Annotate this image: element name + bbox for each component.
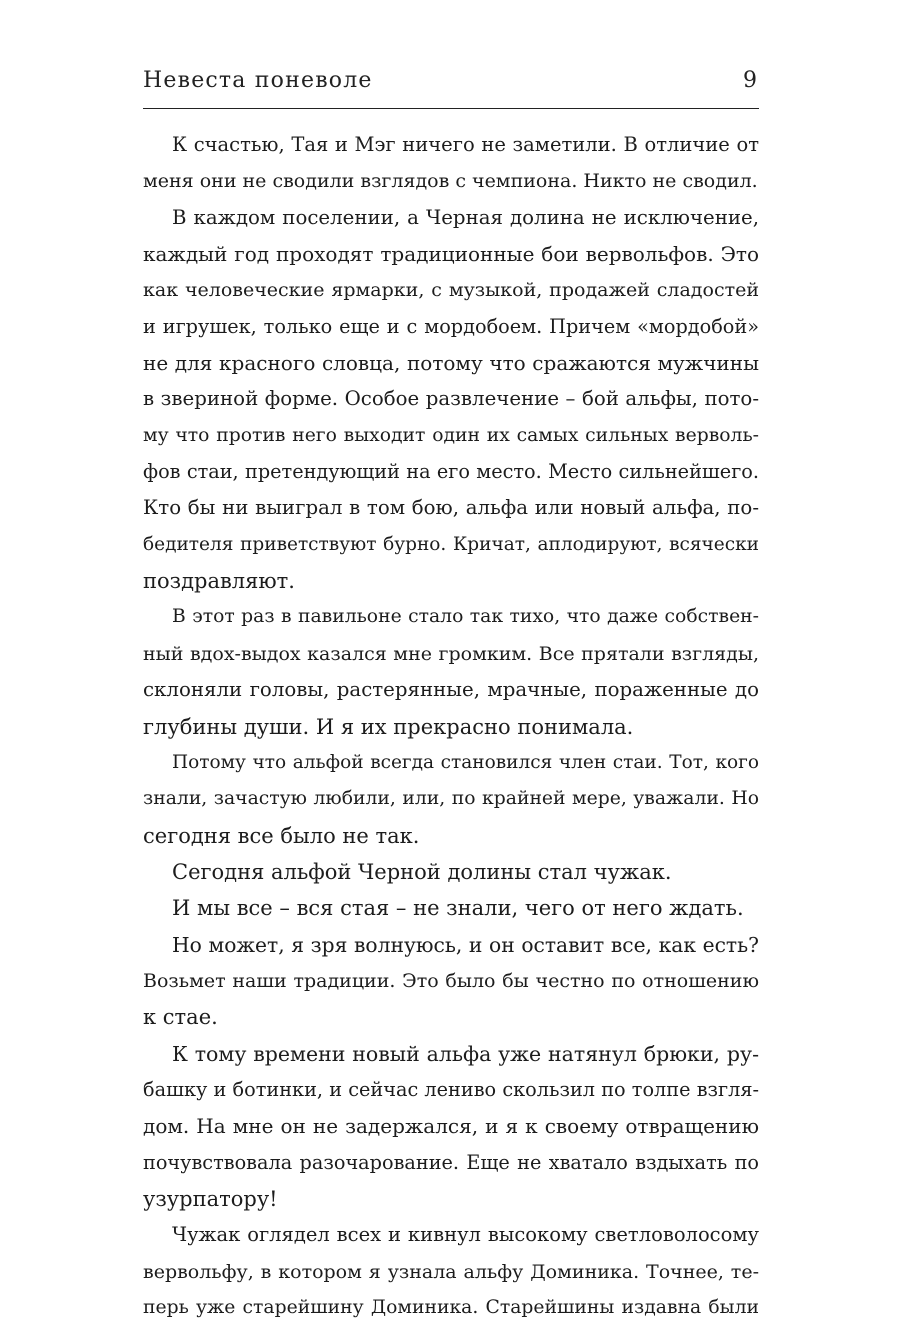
body-text [143, 127, 759, 1326]
text-line: перь уже старейшину Доминика. Старейшины издавна были [143, 1297, 759, 1318]
text-line: сегодня все было не так. [143, 823, 420, 848]
text-line: И мы все – вся стая – не знали, чего от него ждать. [172, 896, 744, 921]
text-line: склоняли головы, растерянные, мрачные, пораженные до [143, 678, 759, 702]
text-line: к стае. [143, 1005, 218, 1030]
text-line: фов стаи, претендующий на его место. Место сильнейшего. [143, 460, 759, 484]
text-line: В этот раз в павильоне стало так тихо, что даже собствен- [172, 606, 759, 628]
text-line: Чужак оглядел всех и кивнул высокому светловолосому [172, 1223, 759, 1247]
text-line: дом. На мне он не задержался, и я к своему отвращению [143, 1114, 759, 1139]
text-line: Сегодня альфой Черной долины стал чужак. [172, 859, 672, 884]
text-line: В каждом поселении, а Черная долина не исключение, [172, 205, 759, 229]
text-line: узурпатору! [143, 1186, 278, 1211]
text-line: каждый год проходят традиционные бои вервольфов. Это [143, 242, 759, 267]
running-title: Невеста поневоле [143, 68, 373, 93]
text-line: му что против него выходит один их самых сильных верволь- [143, 424, 759, 446]
text-line: глубины души. И я их прекрасно понимала. [143, 714, 634, 739]
text-line: поздравляют. [143, 569, 295, 594]
text-line: вервольфу, в котором я узнала альфу Доминика. Точнее, те- [143, 1260, 759, 1283]
text-line: Кто бы ни выиграл в том бою, альфа или новый альфа, по- [143, 496, 759, 520]
text-line: почувствовала разочарование. Еще не хватало вздыхать по [143, 1150, 759, 1174]
text-line: как человеческие ярмарки, с музыкой, продажей сладостей [143, 279, 759, 302]
page-number: 9 [743, 68, 757, 93]
text-line: в звериной форме. Особое развлечение – бой альфы, пото- [143, 387, 759, 411]
text-line: башку и ботинки, и сейчас лениво скользил по толпе взгля- [143, 1077, 759, 1101]
text-line: меня они не сводили взглядов с чемпиона. Никто не сводил. [143, 170, 758, 193]
text-line: К тому времени новый альфа уже натянул брюки, ру- [172, 1041, 759, 1066]
text-line: Но может, я зря волнуюсь, и он оставит все, как есть? [172, 932, 759, 957]
text-line: К счастью, Тая и Мэг ничего не заметили. В отличие от [172, 133, 759, 156]
text-line: знали, зачастую любили, или, по крайней мере, уважали. Но [143, 788, 759, 810]
page-header [143, 62, 759, 109]
text-line: Возьмет наши традиции. Это было бы честно по отношению [143, 969, 759, 992]
text-line: и игрушек, только еще и с мордобоем. Причем «мордобой» [143, 314, 759, 338]
text-line: не для красного словца, потому что сражаются мужчины [143, 351, 759, 376]
text-line: бедителя приветствуют бурно. Кричат, аплодируют, всячески [143, 533, 759, 555]
text-line: ный вдох-выдох казался мне громким. Все прятали взгляды, [143, 642, 759, 665]
text-line: Потому что альфой всегда становился член стаи. Тот, кого [172, 751, 759, 773]
